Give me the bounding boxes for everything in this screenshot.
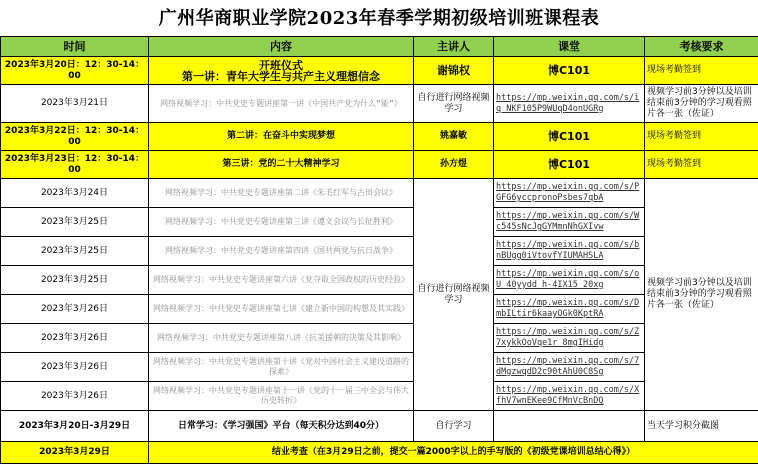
speaker-cell: 姚嘉敏	[414, 123, 494, 151]
video-link[interactable]: https://mp.weixin.qq.com/s/Z7xykkOoVqe1r_8mgIHidg	[494, 324, 645, 353]
header-row	[1, 37, 758, 57]
video-link[interactable]: https://mp.weixin.qq.com/s/PGFG6yccpronoPsbes7qbA	[494, 179, 645, 208]
requirement-cell: 现场考勤签到	[645, 57, 758, 85]
table-row	[1, 123, 758, 151]
video-link[interactable]: https://mp.weixin.qq.com/s/iq_NKF105P9WUqD4onUGRg	[494, 85, 645, 123]
video-link[interactable]: https://mp.weixin.qq.com/s/bnBUgg0iVtovfYIUMAHSLA	[494, 237, 645, 266]
table-row	[1, 151, 758, 179]
table-row	[1, 295, 758, 324]
room-cell: 博C101	[494, 57, 645, 85]
header-requirement: 考核要求	[645, 37, 758, 57]
content-cell: 网络视频学习：中共党史专题讲座第七讲《建立新中国的构想及其实践》	[149, 295, 414, 324]
table-row	[1, 266, 758, 295]
speaker-cell: 自行进行网络视频学习	[414, 85, 494, 123]
room-cell: 博C101	[494, 151, 645, 179]
content-cell: 网络视频学习：中共党史专题讲座第十讲《党对中国社会主义建设道路的探索》	[149, 353, 414, 382]
requirement-cell: 现场考勤签到	[645, 151, 758, 179]
time-cell: 2023年3月25日	[1, 266, 149, 295]
video-link[interactable]: https://mp.weixin.qq.com/s/XfhV7wnEKee9CfMnVcBnDQ	[494, 382, 645, 411]
content-cell: 网络视频学习：中共党史专题讲座第一讲《中国共产党为什么“能”》	[149, 85, 414, 123]
table-row	[1, 237, 758, 266]
page-title: 广州华商职业学院2023年春季学期初级培训班课程表	[0, 0, 758, 36]
content-cell: 网络视频学习：中共党史专题讲座第四讲《国共两党与抗日战争》	[149, 237, 414, 266]
room-cell	[494, 411, 645, 442]
content-cell: 网络视频学习：中共党史专题讲座第三讲《遵义会议与长征胜利》	[149, 208, 414, 237]
header-room: 课堂	[494, 37, 645, 57]
table-row	[1, 85, 758, 123]
time-cell: 2023年3月20日-3月29日	[1, 411, 149, 442]
time-cell: 2023年3月25日	[1, 237, 149, 266]
speaker-cell: 孙方煜	[414, 151, 494, 179]
content-line: 开班仪式	[259, 58, 303, 72]
video-link[interactable]: https://mp.weixin.qq.com/s/Wc545sNcJgGYMmnNhGXIvw	[494, 208, 645, 237]
video-link[interactable]: https://mp.weixin.qq.com/s/oU_40yydd_h-4IX15_20xg	[494, 266, 645, 295]
time-cell: 2023年3月26日	[1, 382, 149, 411]
speaker-cell: 自行进行网络视频学习	[414, 179, 494, 411]
requirement-cell: 视频学习前3分钟以及培训结束前3分钟的学习观看照片各一张（佐证）	[645, 85, 758, 123]
table-row	[1, 442, 758, 464]
time-cell: 2023年3月22日：12：30-14：00	[1, 123, 149, 151]
content-cell: 第三讲：党的二十大精神学习	[149, 151, 414, 179]
video-link[interactable]: https://mp.weixin.qq.com/s/DmbILtir6kaayOGk0KptRA	[494, 295, 645, 324]
content-cell: 网络视频学习：中共党史专题讲座第六讲《党夺取全国政权的历史经验》	[149, 266, 414, 295]
final-exam-cell: 结业考查（在3月29日之前，提交一篇2000字以上的手写版的《初级党课培训总结心得》）	[149, 442, 758, 464]
content-line: 第一讲：青年大学生与共产主义理想信念	[182, 69, 380, 83]
content-cell	[149, 57, 414, 85]
time-cell: 2023年3月20日：12：30-14：00	[1, 57, 149, 85]
header-time: 时间	[1, 37, 149, 57]
time-cell: 2023年3月23日：12：30-14：00	[1, 151, 149, 179]
time-cell: 2023年3月21日	[1, 85, 149, 123]
table-row	[1, 208, 758, 237]
time-cell: 2023年3月26日	[1, 295, 149, 324]
content-cell: 网络视频学习：中共党史专题讲座第二讲《朱毛红军与古田会议》	[149, 179, 414, 208]
time-cell: 2023年3月26日	[1, 353, 149, 382]
table-row	[1, 179, 758, 208]
table-row	[1, 411, 758, 442]
time-cell: 2023年3月29日	[1, 442, 149, 464]
room-cell: 博C101	[494, 123, 645, 151]
content-cell: 日常学习：《学习强国》平台（每天积分达到40分）	[149, 411, 414, 442]
content-cell: 网络视频学习：中共党史专题讲座第十一讲《党的十一届三中全会与伟大历史转折》	[149, 382, 414, 411]
table-row	[1, 353, 758, 382]
requirement-cell: 现场考勤签到	[645, 123, 758, 151]
schedule-table	[0, 36, 758, 464]
speaker-cell: 谢锦权	[414, 57, 494, 85]
table-row	[1, 324, 758, 353]
table-row	[1, 57, 758, 85]
requirement-cell: 当天学习积分截图	[645, 411, 758, 442]
video-link[interactable]: https://mp.weixin.qq.com/s/7dMgzwqdD2c90tAhU0C8Sg	[494, 353, 645, 382]
content-cell: 第二讲：在奋斗中实现梦想	[149, 123, 414, 151]
time-cell: 2023年3月24日	[1, 179, 149, 208]
requirement-cell: 视频学习前3分钟以及培训结束前3分钟的学习观看照片各一张（佐证）	[645, 179, 758, 411]
time-cell: 2023年3月25日	[1, 208, 149, 237]
speaker-cell: 自行学习	[414, 411, 494, 442]
header-speaker: 主讲人	[414, 37, 494, 57]
content-cell: 网络视频学习：中共党史专题讲座第八讲《抗美援朝的决策及其影响》	[149, 324, 414, 353]
table-row	[1, 382, 758, 411]
time-cell: 2023年3月26日	[1, 324, 149, 353]
header-content: 内容	[149, 37, 414, 57]
